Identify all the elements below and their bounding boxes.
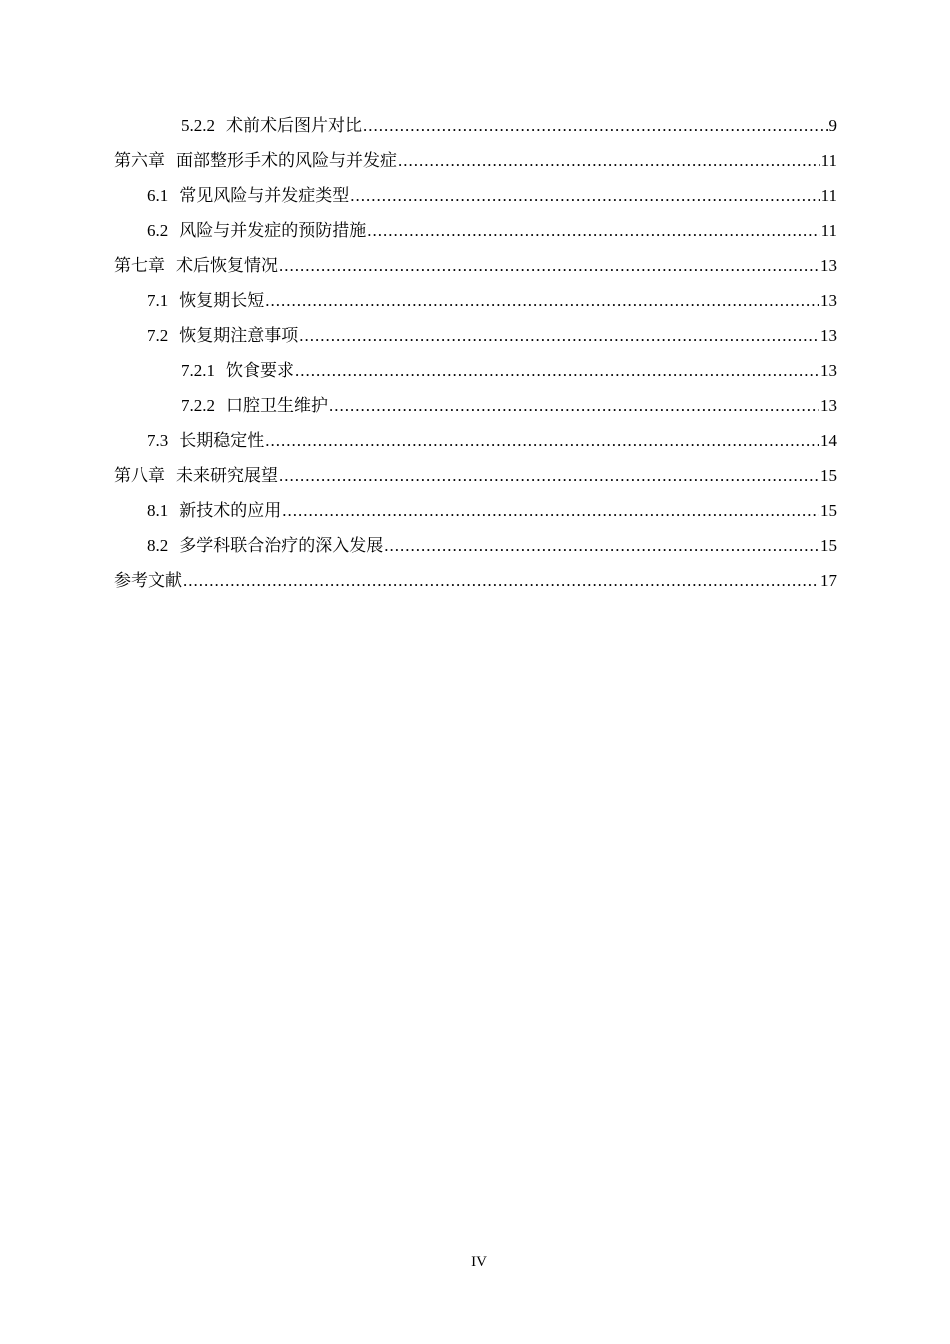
toc-entry[interactable] — [0, 497, 950, 532]
toc-entry-page: 15 — [820, 536, 837, 555]
toc-entry-title: 未来研究展望 — [176, 466, 278, 485]
toc-entry-number: 6.2 — [147, 221, 169, 240]
toc-entry-title: 新技术的应用 — [179, 501, 282, 520]
toc-entry[interactable] — [0, 147, 950, 182]
toc-entry-page: 15 — [820, 466, 837, 485]
toc-entry-number: 7.2.2 — [181, 396, 215, 415]
toc-dot-leader — [384, 534, 819, 558]
toc-entry-page: 14 — [820, 431, 837, 450]
toc-dot-leader — [265, 289, 819, 313]
toc-entry-title: 常见风险与并发症类型 — [179, 186, 350, 205]
toc-entry-number: 7.1 — [147, 291, 169, 310]
toc-entry-page: 13 — [820, 326, 837, 345]
toc-dot-leader — [398, 149, 820, 173]
toc-entry[interactable] — [0, 182, 950, 217]
toc-dot-leader — [363, 114, 828, 138]
table-of-contents — [0, 112, 950, 602]
toc-entry-title: 饮食要求 — [226, 361, 294, 380]
toc-entry-title: 风险与并发症的预防措施 — [179, 221, 367, 240]
toc-entry[interactable] — [0, 532, 950, 567]
toc-entry-title: 恢复期长短 — [179, 291, 265, 310]
toc-entry[interactable] — [0, 462, 950, 497]
toc-entry-page: 13 — [820, 291, 837, 310]
toc-dot-leader — [350, 184, 819, 208]
toc-dot-leader — [265, 429, 819, 453]
toc-entry-number: 6.1 — [147, 186, 169, 205]
toc-dot-leader — [367, 219, 819, 243]
toc-entry-number: 第六章 — [114, 151, 165, 170]
toc-dot-leader — [183, 569, 819, 593]
toc-entry[interactable] — [0, 567, 950, 602]
toc-entry-number: 7.2 — [147, 326, 169, 345]
toc-dot-leader — [295, 359, 819, 383]
toc-entry-title: 多学科联合治疗的深入发展 — [179, 536, 384, 555]
toc-entry[interactable] — [0, 287, 950, 322]
toc-entry-page: 11 — [820, 186, 837, 205]
toc-dot-leader — [279, 464, 819, 488]
toc-entry-title: 参考文献 — [114, 571, 182, 590]
toc-entry-number: 5.2.2 — [181, 116, 215, 135]
toc-dot-leader — [282, 499, 819, 523]
toc-entry-page: 17 — [820, 571, 837, 590]
toc-dot-leader — [329, 394, 819, 418]
toc-entry[interactable] — [0, 427, 950, 462]
toc-entry-page: 13 — [820, 361, 837, 380]
toc-entry-title: 恢复期注意事项 — [179, 326, 299, 345]
toc-entry-number: 7.3 — [147, 431, 169, 450]
toc-entry-page: 11 — [820, 151, 837, 170]
toc-dot-leader — [299, 324, 819, 348]
toc-entry[interactable] — [0, 252, 950, 287]
toc-dot-leader — [279, 254, 819, 278]
toc-entry-number: 7.2.1 — [181, 361, 215, 380]
toc-entry[interactable] — [0, 112, 950, 147]
toc-entry[interactable] — [0, 322, 950, 357]
toc-entry-title: 术后恢复情况 — [176, 256, 278, 275]
toc-entry[interactable] — [0, 392, 950, 427]
toc-entry-number: 8.1 — [147, 501, 169, 520]
toc-entry-page: 15 — [820, 501, 837, 520]
toc-entry-title: 长期稳定性 — [179, 431, 265, 450]
toc-entry-number: 第八章 — [114, 466, 165, 485]
toc-entry-page: 9 — [828, 116, 837, 135]
toc-entry[interactable] — [0, 217, 950, 252]
toc-entry-page: 11 — [820, 221, 837, 240]
toc-entry-title: 口腔卫生维护 — [226, 396, 328, 415]
toc-entry-title: 面部整形手术的风险与并发症 — [176, 151, 397, 170]
toc-entry-page: 13 — [820, 396, 837, 415]
toc-entry-page: 13 — [820, 256, 837, 275]
page-number: IV — [471, 1254, 487, 1270]
toc-entry-number: 8.2 — [147, 536, 169, 555]
toc-entry-number: 第七章 — [114, 256, 165, 275]
toc-entry-title: 术前术后图片对比 — [226, 116, 362, 135]
toc-entry[interactable] — [0, 357, 950, 392]
